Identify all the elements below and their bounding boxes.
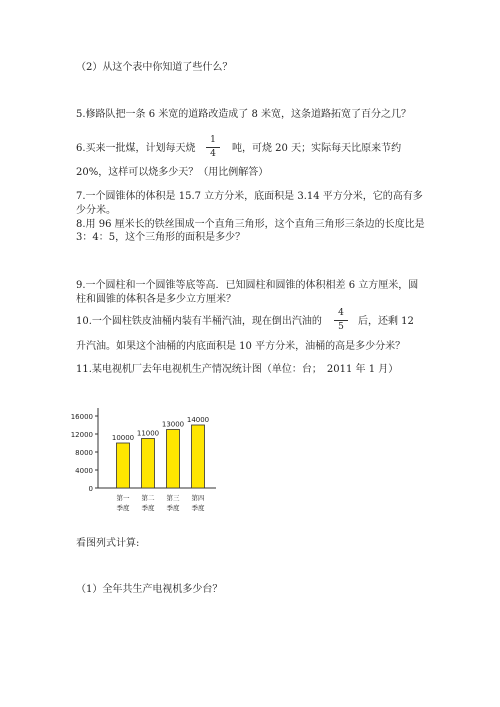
question-9-line1: 9.一个圆柱和一个圆锥等底等高．已知圆柱和圆锥的体积相差 6 立方厘米，圆 — [76, 280, 419, 291]
fraction-numerator: 4 — [338, 308, 344, 318]
question-10-line2: 升汽油。如果这个油桶的内底面积是 10 平方分米，油桶的高是多少分米？ — [76, 341, 406, 352]
fraction-numerator: 1 — [210, 135, 216, 145]
bar — [167, 430, 180, 489]
question-10-line1-end: 后，还剩 12 — [358, 316, 414, 327]
y-tick-label: 8000 — [75, 449, 93, 457]
fraction-denominator: 4 — [210, 149, 216, 159]
fraction-bar — [334, 320, 348, 321]
question-6-line1-end: 吨，可烧 20 天；实际每天比原来节约 — [232, 143, 402, 154]
y-tick-label: 0 — [88, 485, 93, 493]
instruction-text: 看图列式计算: — [76, 538, 140, 549]
question-6-fraction — [206, 135, 220, 160]
fraction-denominator: 5 — [338, 322, 344, 332]
bar-value-label: 10000 — [111, 434, 135, 442]
question-10-fraction — [334, 308, 348, 333]
x-tick-label: 季度 — [141, 504, 155, 512]
bar-value-label: 14000 — [186, 416, 210, 424]
question-6-line1-start: 6.买来一批煤，计划每天烧 — [76, 143, 196, 154]
bar — [117, 443, 130, 488]
y-tick-label: 12000 — [70, 431, 93, 439]
fraction-bar — [206, 147, 220, 148]
question-8-line2: 3：4：5，这个三角形的面积是多少？ — [76, 232, 246, 243]
question-sub-1: （1）全年共生产电视机多少台？ — [76, 584, 223, 595]
x-tick-label: 第二 — [141, 494, 155, 502]
question-9-line2: 柱和圆锥的体积各是多少立方厘米？ — [76, 294, 236, 305]
question-7-line1: 7.一个圆锥体的体积是 15.7 立方分米，底面积是 3.14 平方分米，它的高有多 — [76, 191, 423, 202]
question-5: 5.修路队把一条 6 米宽的道路改造成了 8 米宽，这条道路拓宽了百分之几？ — [76, 109, 411, 120]
y-tick-label: 16000 — [70, 413, 93, 421]
question-6-line2: 20%，这样可以烧多少天？（用比例解答） — [76, 167, 269, 178]
x-tick-label: 第四 — [191, 494, 205, 502]
question-10-line1-start: 10.一个圆柱铁皮油桶内装有半桶汽油，现在倒出汽油的 — [76, 316, 322, 327]
x-tick-label: 第一 — [116, 494, 130, 502]
bar-value-label: 13000 — [161, 420, 185, 429]
question-11: 11.某电视机厂去年电视机生产情况统计图（单位：台； 2011 年 1 月） — [76, 364, 399, 375]
x-tick-label: 季度 — [191, 504, 205, 512]
y-tick-label: 4000 — [75, 467, 93, 475]
question-2-sub: （2）从这个表中你知道了些什么？ — [76, 62, 233, 73]
production-bar-chart — [60, 400, 230, 530]
x-tick-label: 季度 — [166, 504, 180, 512]
x-tick-label: 第三 — [166, 494, 180, 502]
x-tick-label: 季度 — [116, 504, 130, 512]
question-7-line2: 少分米。 — [76, 205, 116, 216]
question-8-line1: 8.用 96 厘米长的铁丝围成一个直角三角形，这个直角三角形三条边的长度比是 — [76, 219, 425, 230]
bar-value-label: 11000 — [136, 429, 160, 438]
bar — [142, 439, 155, 489]
bar — [192, 425, 205, 488]
